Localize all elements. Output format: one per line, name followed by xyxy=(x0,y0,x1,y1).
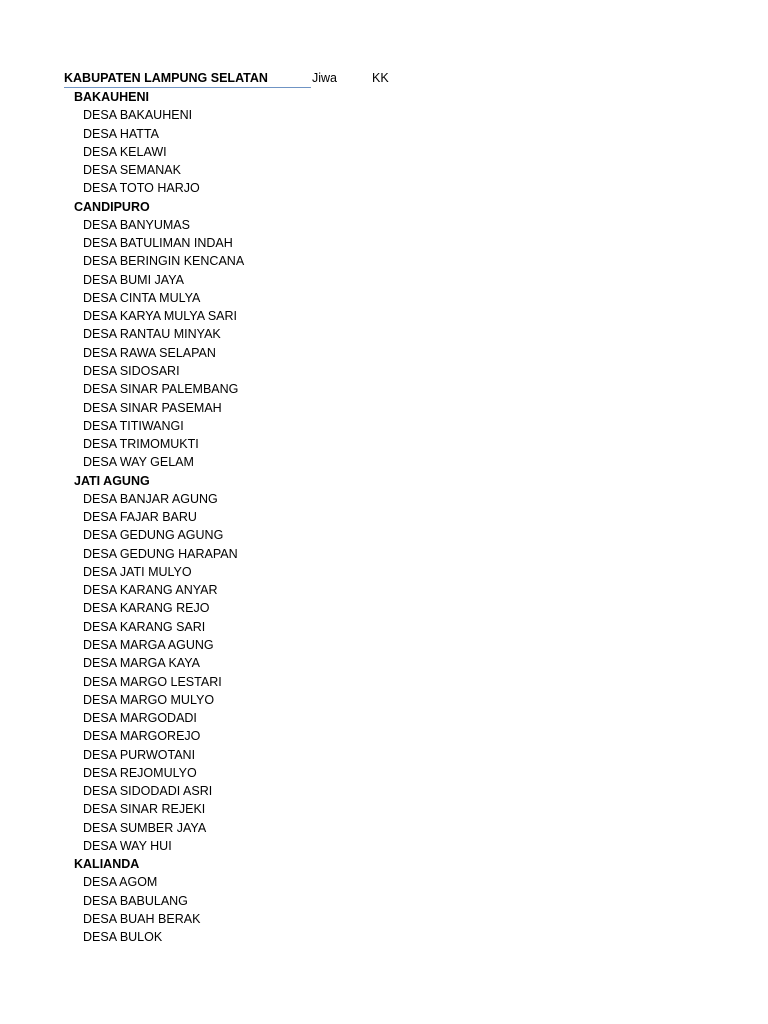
village-row[interactable]: DESA BAKAUHENI xyxy=(83,108,193,123)
district-row[interactable]: JATI AGUNG xyxy=(74,473,150,488)
village-row[interactable]: DESA BERINGIN KENCANA xyxy=(83,254,245,269)
village-row[interactable]: DESA BATULIMAN INDAH xyxy=(83,236,233,251)
village-row[interactable]: DESA RAWA SELAPAN xyxy=(83,345,216,360)
village-row[interactable]: DESA MARGA KAYA xyxy=(83,656,200,671)
district-row[interactable]: CANDIPURO xyxy=(74,199,150,214)
village-row[interactable]: DESA FAJAR BARU xyxy=(83,510,197,525)
village-row[interactable]: DESA MARGODADI xyxy=(83,711,197,726)
regency-title[interactable]: KABUPATEN LAMPUNG SELATAN xyxy=(64,70,311,88)
village-row[interactable]: DESA KARANG SARI xyxy=(83,619,206,634)
village-row[interactable]: DESA MARGO LESTARI xyxy=(83,674,222,689)
district-row[interactable]: BAKAUHENI xyxy=(74,90,149,104)
village-row[interactable]: DESA SINAR PASEMAH xyxy=(83,400,222,415)
village-row[interactable]: DESA AGOM xyxy=(83,875,158,890)
village-row[interactable]: DESA TRIMOMUKTI xyxy=(83,437,199,452)
village-row[interactable]: DESA SIDOSARI xyxy=(83,363,180,378)
village-row[interactable]: DESA PURWOTANI xyxy=(83,747,196,762)
village-row[interactable]: DESA SIDODADI ASRI xyxy=(83,784,213,799)
data-rows xyxy=(0,88,768,946)
village-row[interactable]: DESA KARYA MULYA SARI xyxy=(83,309,237,324)
village-row[interactable]: DESA SUMBER JAYA xyxy=(83,820,207,835)
village-row[interactable]: DESA BULOK xyxy=(83,930,163,945)
village-row[interactable]: DESA BUAH BERAK xyxy=(83,911,201,926)
village-row[interactable]: DESA BABULANG xyxy=(83,893,188,908)
village-row[interactable]: DESA CINTA MULYA xyxy=(83,290,201,305)
village-row[interactable]: DESA KARANG REJO xyxy=(83,601,210,616)
header-row xyxy=(0,68,768,88)
village-row[interactable]: DESA TOTO HARJO xyxy=(83,181,200,196)
village-row[interactable]: DESA SEMANAK xyxy=(83,163,181,178)
village-row[interactable]: DESA RANTAU MINYAK xyxy=(83,327,221,342)
spreadsheet xyxy=(0,68,768,946)
village-row[interactable]: DESA WAY HUI xyxy=(83,838,172,853)
village-row[interactable]: DESA MARGO MULYO xyxy=(83,692,215,707)
village-row[interactable]: DESA HATTA xyxy=(83,126,159,141)
village-row[interactable]: DESA KELAWI xyxy=(83,144,167,159)
village-row[interactable]: DESA SINAR REJEKI xyxy=(83,802,206,817)
village-row[interactable]: DESA BUMI JAYA xyxy=(83,272,184,287)
village-row[interactable]: DESA GEDUNG HARAPAN xyxy=(83,546,238,561)
village-row[interactable]: DESA BANYUMAS xyxy=(83,217,190,232)
district-row[interactable]: KALIANDA xyxy=(74,857,140,872)
village-row[interactable]: DESA GEDUNG AGUNG xyxy=(83,528,224,543)
village-row[interactable]: DESA BANJAR AGUNG xyxy=(83,491,218,506)
column-header-jiwa[interactable]: Jiwa xyxy=(312,71,338,85)
village-row[interactable]: DESA KARANG ANYAR xyxy=(83,583,218,598)
column-header-kk[interactable]: KK xyxy=(372,71,389,85)
village-row[interactable]: DESA MARGOREJO xyxy=(83,729,201,744)
village-row[interactable]: DESA MARGA AGUNG xyxy=(83,637,214,652)
village-row[interactable]: DESA REJOMULYO xyxy=(83,765,197,780)
village-row[interactable]: DESA SINAR PALEMBANG xyxy=(83,382,239,397)
village-row[interactable]: DESA JATI MULYO xyxy=(83,564,192,579)
village-row[interactable]: DESA TITIWANGI xyxy=(83,418,184,433)
village-row[interactable]: DESA WAY GELAM xyxy=(83,455,194,470)
